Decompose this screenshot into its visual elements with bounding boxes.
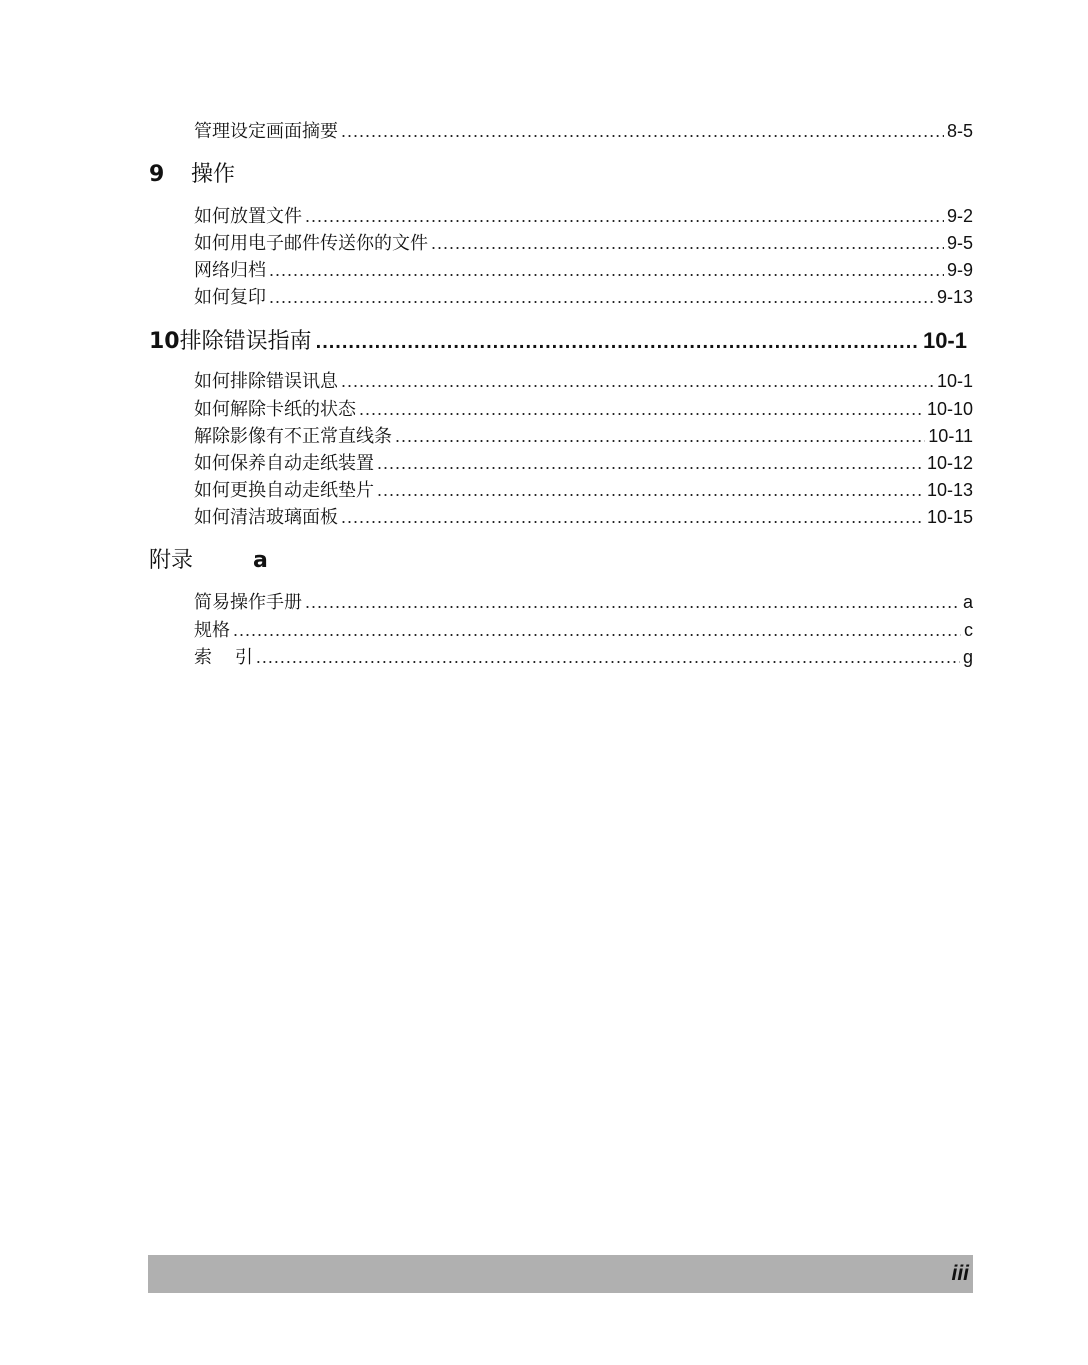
dot-leader [359,397,924,421]
chapter-title: 排除错误指南 [179,329,312,354]
toc-entry-page: 10-12 [926,453,973,473]
toc-entry-label: 网络归档 [194,260,266,281]
dot-leader [305,204,944,228]
toc-entry[interactable] [194,618,973,642]
toc-entry-label: 解除影像有不正常直线条 [194,426,392,447]
toc-entry[interactable] [194,369,973,393]
dot-leader [341,119,944,143]
toc-entry[interactable] [194,258,973,282]
toc-entry-label: 规格 [194,620,230,641]
toc-entry-label: 如何放置文件 [194,206,302,227]
toc-entry[interactable] [194,478,973,502]
toc-entry-label: 如何复印 [194,287,266,308]
dot-leader [256,645,960,669]
toc-entry-label: 如何用电子邮件传送你的文件 [194,233,428,254]
toc-entry-page: 9-5 [946,233,973,253]
page-number: iii [951,1262,969,1285]
chapter-title: 操作 [191,162,236,187]
toc-entry-page: 9-9 [946,260,973,280]
toc-entry-page: 10-10 [926,399,973,419]
toc-entry[interactable] [194,645,973,669]
appendix-title: 附录 [149,548,194,573]
toc-entry-page: 9-2 [946,206,973,226]
toc-entry-label: 如何清洁玻璃面板 [194,507,338,528]
dot-leader [233,618,961,642]
chapter-heading-9[interactable] [149,160,235,190]
chapter-number: 10 [149,329,180,354]
toc-entry-label: 索 引 [194,647,253,668]
toc-entry-page: a [962,592,973,612]
dot-leader [341,505,924,529]
dot-leader [377,451,924,475]
dot-leader [431,231,944,255]
toc-entry[interactable] [194,505,973,529]
dot-leader [305,590,960,614]
toc-entry-label: 如何保养自动走纸装置 [194,453,374,474]
dot-leader [341,369,934,393]
dot-leader [269,285,934,309]
toc-entry[interactable] [194,590,973,614]
toc-entry-page: 10-1 [936,371,973,391]
toc-entry[interactable] [194,285,973,309]
dot-leader [316,327,919,357]
toc-entry-label: 如何排除错误讯息 [194,371,338,392]
appendix-letter: a [253,548,268,573]
toc-entry[interactable] [194,204,973,228]
chapter-number: 9 [149,162,165,187]
toc-entry[interactable] [194,424,973,448]
toc-entry-page: g [962,647,973,667]
toc-entry-page: c [964,620,973,640]
dot-leader [377,478,924,502]
toc-entry-page: 9-13 [936,287,973,307]
toc-entry[interactable] [194,397,973,421]
toc-entry-page: 10-13 [926,480,973,500]
chapter-page: 10-1 [922,328,967,353]
toc-entry-page: 10-15 [926,507,973,527]
appendix-heading[interactable] [149,546,268,576]
toc-entry-label: 如何更换自动走纸垫片 [194,480,374,501]
toc-entry[interactable] [194,451,973,475]
footer-bar [148,1255,973,1293]
toc-entry-label: 如何解除卡纸的状态 [194,399,356,420]
toc-entry[interactable] [194,119,973,143]
toc-entry-label: 简易操作手册 [194,592,302,613]
chapter-heading-10[interactable] [149,326,967,357]
toc-entry-page: 8-5 [946,121,973,141]
dot-leader [269,258,944,282]
toc-entry-label: 管理设定画面摘要 [194,121,338,142]
toc-entry[interactable] [194,231,973,255]
toc-entry-page: 10-11 [928,426,973,446]
dot-leader [395,424,925,448]
